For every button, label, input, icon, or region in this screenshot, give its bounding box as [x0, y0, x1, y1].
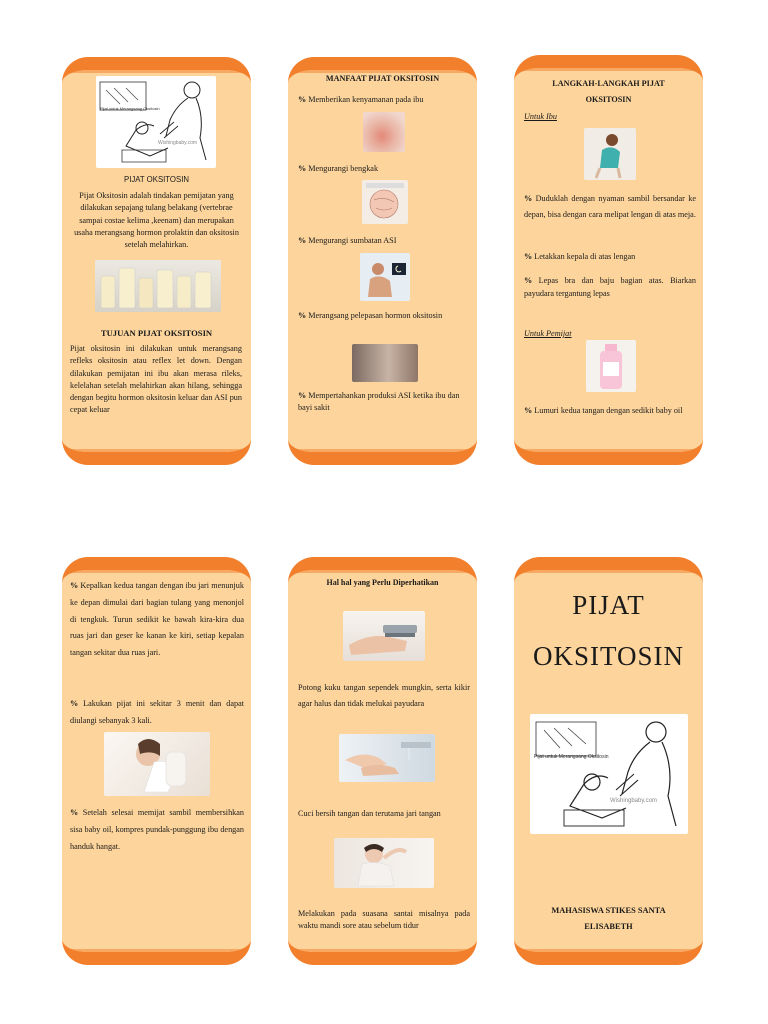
step-item: % Lumuri kedua tangan dengan sedikit baby oil	[524, 403, 696, 419]
illustration-caption: Pijat untuk Merangsang Oksitosin	[100, 106, 160, 111]
relaxing-woman-drawing	[334, 838, 434, 888]
swollen-breast-photo	[363, 112, 405, 152]
panel-cover	[514, 557, 703, 965]
panel-title: PIJAT OKSITOSIN	[124, 175, 189, 184]
breast-anatomy-diagram	[362, 180, 408, 224]
blocked-duct-illustration	[360, 253, 410, 301]
cover-illustration-watermark: Wishingbaby.com	[610, 798, 657, 804]
massage-illustration	[96, 76, 216, 168]
step-item: % Setelah selesai memijat sambil membersihkan sisa baby oil, kompres pundak-punggung ibu dengan handuk hangat.	[70, 805, 244, 855]
step-item: % Kepalkan kedua tangan dengan ibu jari menunjuk ke depan dimulai dari bagian tulang yang menonjol di tengkuk. Turun sedikit ke bawah kira-kira dua ruas jari dan geser ke kanan ke kiri, setiap kepalan tangan sekitar dua ruas jari.	[70, 578, 244, 662]
cover-massage-illustration	[530, 714, 688, 834]
panel-benefits	[288, 57, 477, 465]
step-item: % Duduklah dengan nyaman sambil bersandar ke depan, bisa dengan cara melipat lengan di atas meja.	[524, 191, 696, 223]
author-line1: MAHASISWA STIKES SANTA	[551, 906, 666, 915]
step-item: % Letakkan kepala di atas lengan	[524, 251, 696, 264]
breastmilk-bottles-photo	[95, 260, 221, 312]
note-item: Potong kuku tangan sependek mungkin, serta kikir agar halus dan tidak melukai payudara	[298, 683, 470, 709]
step-item: % Lakukan pijat ini sekitar 3 menit dan dapat diulangi sebanyak 3 kali.	[70, 696, 244, 730]
note-item: Cuci bersih tangan dan terutama jari tangan	[298, 809, 441, 818]
handwashing-photo	[339, 734, 435, 782]
panel-intro	[62, 57, 251, 465]
panel-title: LANGKAH-LANGKAH PIJAT OKSITOSIN	[552, 79, 665, 105]
seated-mother-drawing	[584, 128, 636, 180]
towel-drawing	[104, 732, 210, 796]
nail-clipper-photo	[343, 611, 425, 661]
benefit-item: % Mengurangi bengkak	[298, 163, 468, 176]
panel-notes	[288, 557, 477, 965]
panel-title: MANFAAT PIJAT OKSITOSIN	[325, 74, 440, 83]
anatomy-drawing	[362, 180, 408, 224]
illustration-watermark: Wishingbaby.com	[158, 140, 198, 146]
definition-text: Pijat Oksitosin adalah tindakan pemijatan yang dilakukan sepajang tulang belakang (vertebrae sampai costae kelima ,keenam) dan merupakan usaha merangsang hormon prolaktin dan oksitosin setelah melahirkan.	[74, 191, 239, 250]
baby-oil-photo	[586, 340, 636, 392]
warm-towel-photo	[104, 732, 210, 796]
benefit-item: % Mengurangi sumbatan ASI	[298, 235, 468, 248]
note-item: Melakukan pada suasana santai misalnya pada waktu mandi sore atau sebelum tidur	[298, 909, 470, 930]
cover-title-line1: PIJAT	[572, 590, 645, 620]
relaxing-woman-photo	[334, 838, 434, 888]
subheading-mother: Untuk Ibu	[524, 112, 557, 121]
benefit-item: % Memberikan kenyamanan pada ibu	[298, 94, 468, 107]
step-item: % Lepas bra dan baju bagian atas. Biarkan payudara tergantung lepas	[524, 275, 696, 301]
panel-title: Hal hal yang Perlu Diperhatikan	[326, 578, 439, 587]
purpose-text: Pijat oksitosin ini dilakukan untuk merangsang refleks oksitosin atau reflex let down. Dengan dilakukan pemijatan ini ibu akan merasa rileks, kelelahan setelah melahirkan akan hilang, sehingga dengan begitu hormon oksitosin keluar dan ASI pun cepat keluar	[70, 344, 242, 415]
cover-illustration-caption: Pijat untuk Merangsang Oksitosin	[534, 754, 609, 760]
subheading-masseur: Untuk Pemijat	[524, 329, 572, 338]
nail-clipper-drawing	[343, 611, 425, 661]
bottles-drawing	[95, 260, 221, 312]
cover-title-line2: OKSITOSIN	[532, 641, 684, 671]
mother-baby-photo	[352, 344, 418, 382]
benefit-item: % Mempertahankan produksi ASI ketika ibu dan bayi sakit	[298, 390, 463, 414]
massage-drawing	[96, 76, 216, 168]
cover-massage-drawing	[530, 714, 688, 834]
author-line2: ELISABETH	[584, 922, 633, 931]
seated-mother-photo	[584, 128, 636, 180]
panel-steps	[514, 55, 703, 465]
duct-drawing	[360, 253, 410, 301]
section-heading: TUJUAN PIJAT OKSITOSIN	[100, 328, 213, 338]
handwashing-drawing	[339, 734, 435, 782]
benefit-item: % Merangsang pelepasan hormon oksitosin	[298, 310, 448, 322]
panel-steps-continued	[62, 557, 251, 965]
baby-oil-drawing	[586, 340, 636, 392]
